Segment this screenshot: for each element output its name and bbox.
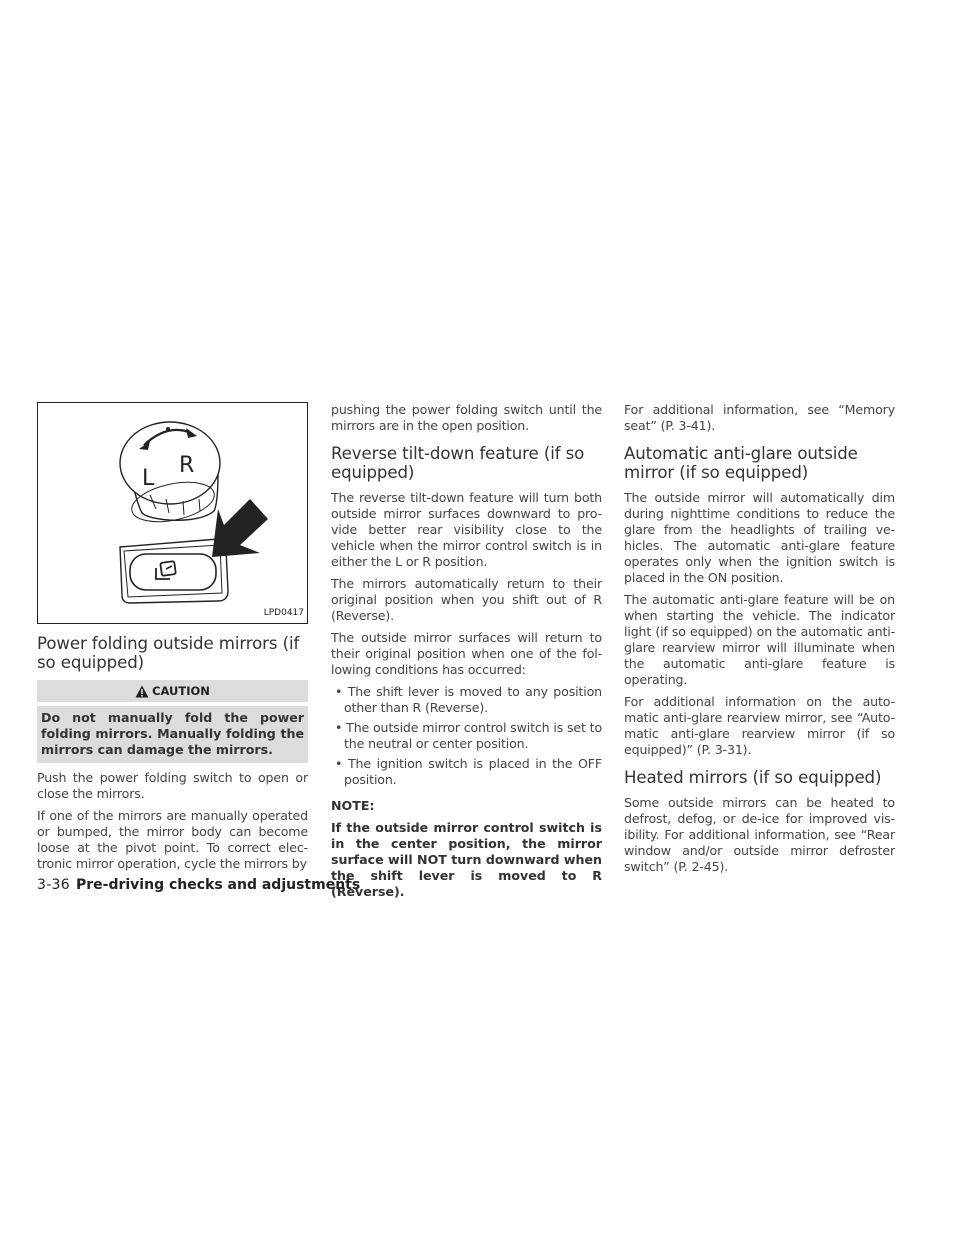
paragraph: For additional information, see “Memory seat” (P. 3-41).: [624, 402, 895, 433]
paragraph: Push the power folding switch to open or close the mirrors.: [37, 770, 308, 801]
knob-left-label: L: [142, 466, 155, 491]
warning-icon: [135, 685, 149, 698]
list-item: • The ignition switch is placed in the OFF position.: [335, 756, 602, 787]
column-right: [624, 402, 895, 881]
caution-label: CAUTION: [152, 684, 210, 698]
caution-banner: [37, 680, 308, 702]
note-title: NOTE:: [331, 798, 375, 813]
mirror-control-switch-icon: [38, 403, 307, 623]
section-heading-heated-mirrors: Heated mirrors (if so equipped): [624, 768, 882, 787]
paragraph: Some outside mirrors can be heated to defrost, defog, or de-ice for improved vis-ibility. For additional information, see “Rear window and/or outside mirror defroster switch” (P. 2-45).: [624, 795, 895, 874]
page-number: 3-36: [37, 877, 70, 893]
section-heading-reverse-tilt: Reverse tilt-down feature (if so equipped): [331, 444, 585, 482]
column-middle: [331, 402, 602, 900]
paragraph: pushing the power folding switch until the mirrors are in the open position.: [331, 402, 602, 433]
condition-list: [331, 684, 602, 788]
figure-id: LPD0417: [263, 608, 304, 618]
paragraph: The reverse tilt-down feature will turn both outside mirror surfaces downward to pro-vide better rear visibility close to the vehicle when the mirror control switch is in either the L or R position.: [331, 490, 602, 569]
caution-text: Do not manually fold the power folding mirrors. Manually folding the mirrors can damage the mirrors.: [37, 706, 308, 763]
mirror-switch-illustration: [37, 402, 308, 624]
paragraph: The outside mirror surfaces will return to their original position when one of the fol-lowing conditions has occurred:: [331, 630, 602, 677]
knob-right-label: R: [179, 453, 195, 478]
paragraph: If one of the mirrors are manually operated or bumped, the mirror body can become loose at the pivot point. To correct elec-tronic mirror operation, cycle the mirrors by: [37, 808, 308, 871]
paragraph: For additional information on the auto-matic anti-glare rearview mirror, see “Auto-matic anti-glare rearview mirror (if so equipped)” (P. 3-31).: [624, 694, 895, 757]
paragraph: The outside mirror will automatically dim during nighttime conditions to reduce the glare from the headlights of trailing ve-hicles. The automatic anti-glare feature operates only when the ignition switch is placed in the ON position.: [624, 490, 895, 585]
section-heading-anti-glare: Automatic anti-glare outside mirror (if so equipped): [624, 444, 858, 482]
note-text: If the outside mirror control switch is in the center position, the mirror surface will NOT turn downward when the shift lever is moved to R (Reverse).: [331, 820, 602, 899]
section-title: Pre-driving checks and adjustments: [75, 877, 361, 893]
list-item: • The shift lever is moved to any position other than R (Reverse).: [335, 684, 602, 715]
section-heading-power-folding: Power folding outside mirrors (if so equipped): [37, 634, 300, 672]
paragraph: The mirrors automatically return to their original position when you shift out of R (Reverse).: [331, 576, 602, 623]
paragraph: The automatic anti-glare feature will be on when starting the vehicle. The indicator light (if so equipped) on the automatic anti-glare rearview mirror will illuminate when the automatic anti-glare feature is operating.: [624, 592, 895, 687]
list-item: • The outside mirror control switch is set to the neutral or center position.: [335, 720, 602, 751]
page-footer: [37, 877, 360, 893]
column-left: [37, 402, 308, 878]
